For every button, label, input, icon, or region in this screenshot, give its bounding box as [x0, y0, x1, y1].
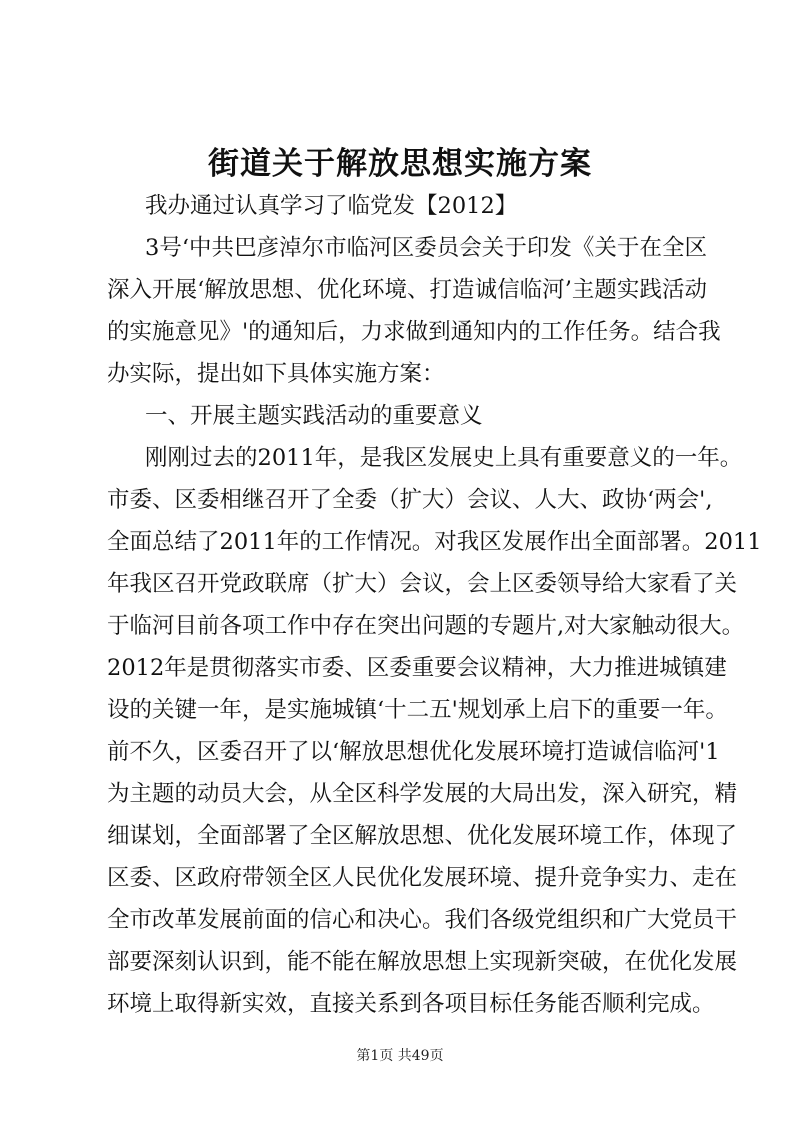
text-line: 细谋划，全面部署了全区解放思想、优化发展环境工作，体现了 — [107, 823, 738, 849]
text-line: 刚刚过去的2011年，是我区发展史上具有重要意义的一年。 — [145, 445, 743, 471]
text-line: 为主题的动员大会，从全区科学发展的大局出发，深入研究，精 — [107, 781, 738, 807]
text-line: 深入开展‘解放思想、优化环境、打造诚信临河’主题实践活动 — [107, 277, 707, 303]
section-heading: 一、开展主题实践活动的重要意义 — [145, 403, 483, 429]
text-line: 部要深刻认识到，能不能在解放思想上实现新突破，在优化发展 — [107, 949, 738, 975]
text-line: 3号‘中共巴彦淖尔市临河区委员会关于印发《关于在全区 — [145, 235, 707, 261]
text-line: 设的关键一年，是实施城镇‘十二五'规划承上启下的重要一年。 — [107, 697, 728, 723]
text-line: 环境上取得新实效，直接关系到各项目标任务能否顺利完成。 — [107, 991, 715, 1017]
text-line: 区委、区政府带领全区人民优化发展环境、提升竞争实力、走在 — [107, 865, 738, 891]
page-number: 第1页 共49页 — [356, 1048, 444, 1064]
text-line: 我办通过认真学习了临党发【2012】 — [145, 193, 518, 219]
text-line: 的实施意见》'的通知后，力求做到通知内的工作任务。结合我 — [107, 319, 721, 345]
text-line: 年我区召开党政联席（扩大）会议，会上区委领导给大家看了关 — [107, 571, 738, 597]
document-title: 街道关于解放思想实施方案 — [208, 146, 592, 182]
text-line: 市委、区委相继召开了全委（扩大）会议、人大、政协‘两会', — [107, 487, 713, 513]
text-line: 2012年是贯彻落实市委、区委重要会议精神，大力推进城镇建 — [107, 655, 727, 681]
text-line: 全市改革发展前面的信心和决心。我们各级党组织和广大党员干 — [107, 907, 738, 933]
text-line: 全面总结了2011年的工作情况。对我区发展作出全面部署。2011 — [107, 529, 762, 555]
document-body — [107, 185, 762, 1025]
text-line: 于临河目前各项工作中存在突出问题的专题片,对大家触动很大。 — [107, 613, 745, 639]
text-line: 办实际，提出如下具体实施方案： — [107, 361, 445, 387]
text-line: 前不久，区委召开了以‘解放思想优化发展环境打造诚信临河'1 — [107, 739, 720, 765]
